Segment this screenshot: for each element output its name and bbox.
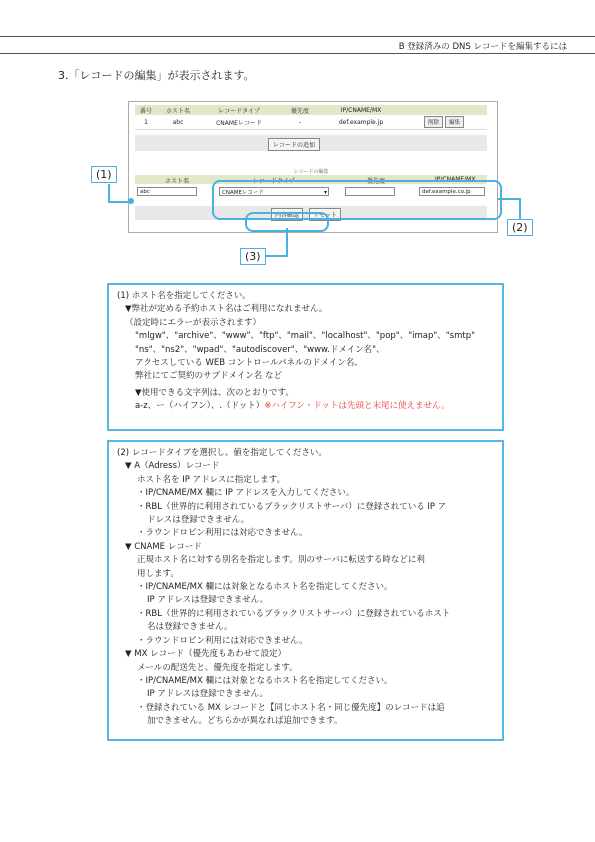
callout-2: (2): [507, 219, 533, 236]
box1-line: アクセスしている WEB コントロールパネルのドメイン名、: [135, 358, 363, 369]
col-actions: [401, 105, 487, 115]
hyphen-warning: ※ハイフン・ドットは先頭と末尾に使えません。: [264, 401, 450, 412]
cell-type: CNAMEレコード: [199, 115, 279, 130]
box2-line: ▼ A（Adress）レコード: [125, 461, 220, 472]
cell-host: abc: [157, 115, 199, 130]
box2-line: 加できません。どちらかが異なれば追加できます。: [147, 716, 343, 727]
box2-line: ・RBL（世界的に利用されているブラックリストサーバ）に登録されているホスト: [137, 608, 451, 619]
page-header: B 登録済みの DNS レコードを編集するには: [398, 42, 567, 52]
box1-line: ▼弊社が定める予約ホスト名はご利用になれません。: [125, 304, 328, 315]
box2-line: ▼ CNAME レコード: [125, 541, 202, 552]
box2-line: ・IP/CNAME/MX 欄には対象となるホスト名を指定してください。: [137, 675, 393, 686]
record-type-value: CNAMEレコード: [222, 190, 264, 196]
edit-col-priority: 優先度: [367, 178, 386, 185]
callout2-line-v: [519, 198, 521, 220]
cell-actions: [401, 115, 487, 130]
edit-col-target: IP/CNAME/MX: [435, 176, 476, 183]
cell-priority: -: [279, 115, 321, 130]
box2-line: メールの配送先と、優先度を指定します。: [137, 662, 298, 673]
allowed-chars: a-z、ー（ハイフン）、.（ドット）: [135, 401, 265, 412]
box2-line: 名は登録できません。: [147, 622, 233, 633]
record-table: [135, 105, 487, 130]
cell-number: 1: [135, 115, 157, 130]
note-box-record-type: [107, 440, 504, 741]
box2-line: 用します。: [137, 568, 179, 579]
box2-line: ・IP/CNAME/MX 欄に IP アドレスを入力してください。: [137, 488, 355, 499]
note-box-host: [107, 283, 504, 431]
edit-col-type: レコードタイプ: [253, 178, 295, 185]
box1-line: "mlgw"、"archive"、"www"、"ftp"、"mail"、"localhost"、"pop"、"imap"、"smtp": [135, 331, 476, 342]
box2-line: ・ラウンドロビン利用には対応できません。: [137, 635, 308, 646]
callout1-line-h: [108, 201, 130, 203]
table-row: [135, 115, 487, 130]
callout3-line-h: [262, 255, 288, 257]
confirm-button[interactable]: 内容確認: [271, 208, 303, 221]
host-input[interactable]: abc: [137, 187, 197, 196]
col-type: レコードタイプ: [199, 105, 279, 115]
box2-line: ドレスは登録できません。: [147, 515, 250, 526]
callout3-line-v: [286, 228, 288, 256]
chevron-down-icon: ▾: [323, 189, 327, 196]
reset-button[interactable]: リセット: [309, 208, 341, 221]
edit-section-title: レコードの編集: [293, 169, 329, 175]
col-number: 番号: [135, 105, 157, 115]
cell-target: def.example.jp: [321, 115, 401, 130]
box2-line: ・RBL（世界的に利用されているブラックリストサーバ）に登録されている IP ア: [137, 501, 447, 512]
box1-line: 弊社にてご契約のサブドメイン名 など: [135, 371, 282, 382]
target-input[interactable]: def.example.co.jp: [419, 187, 485, 196]
box1-line: "ns"、"ns2"、"wpad"、"autodiscover"、"www.ドメイン名"、: [135, 344, 385, 355]
callout1-line-v: [108, 184, 110, 202]
box2-line: 正規ホスト名に対する別名を指定します。別のサーバに転送する時などに利: [137, 555, 425, 566]
box2-line: IP アドレスは登録できません。: [147, 689, 269, 700]
add-record-button[interactable]: レコードの追加: [268, 138, 320, 151]
edit-col-host: ホスト名: [165, 178, 190, 185]
callout-1: (1): [91, 166, 117, 183]
step-title: 3.「レコードの編集」が表示されます。: [58, 69, 255, 82]
box1-line: ▼使用できる文字列は、次のとおりです。: [135, 387, 294, 398]
col-target: IP/CNAME/MX: [321, 105, 401, 115]
box2-line: ・ラウンドロビン利用には対応できません。: [137, 528, 308, 539]
box2-line: ・登録されている MX レコードと【同じホスト名・同じ優先度】のレコードは追: [137, 702, 445, 713]
box2-line: (2) レコードタイプを選択し、値を指定してください。: [117, 448, 327, 458]
delete-button[interactable]: 削除: [424, 116, 443, 128]
box1-line: （設定時にエラーが表示されます）: [125, 317, 262, 328]
box2-line: ▼ MX レコード（優先度もあわせて設定）: [125, 649, 287, 660]
callout2-line-h: [498, 198, 520, 200]
edit-button[interactable]: 編集: [445, 116, 464, 128]
col-host: ホスト名: [157, 105, 199, 115]
box1-last-line: [117, 400, 502, 413]
col-priority: 優先度: [279, 105, 321, 115]
box2-line: ・IP/CNAME/MX 欄には対象となるホスト名を指定してください。: [137, 582, 393, 593]
box1-line: (1) ホスト名を指定してください。: [117, 291, 251, 301]
callout-3: (3): [240, 248, 266, 265]
box2-line: IP アドレスは登録できません。: [147, 595, 269, 606]
box2-line: ホスト名を IP アドレスに指定します。: [137, 474, 286, 485]
